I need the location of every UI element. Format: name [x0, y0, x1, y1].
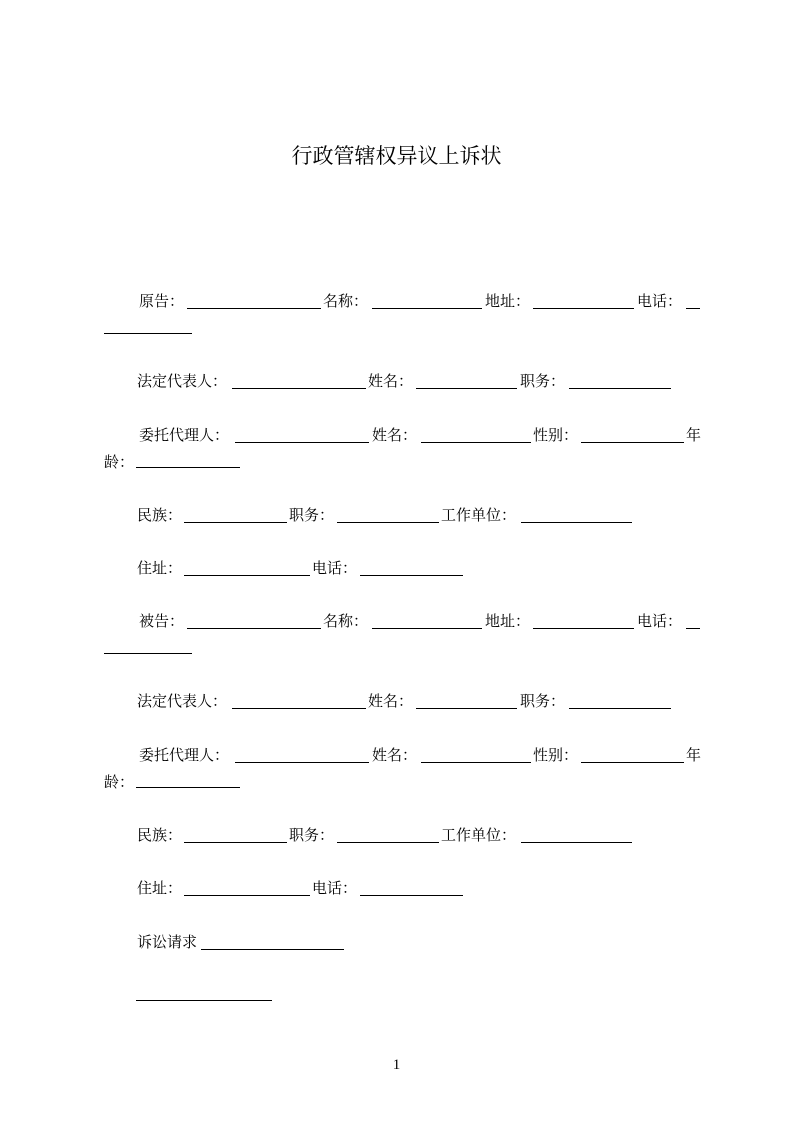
plaintiff-address-blank[interactable]: [533, 308, 634, 309]
defendant-label: 被告：: [139, 612, 185, 630]
plaintiff-agent-age-label-start: 年: [686, 426, 702, 444]
plaintiff-name-label: 名称：: [323, 292, 369, 310]
plaintiff-line: [0, 291, 793, 311]
defendant-address-label: 地址：: [485, 612, 531, 630]
plaintiff-ethnicity-line: [0, 505, 793, 525]
plaintiff-blank[interactable]: [187, 308, 321, 309]
defendant-legal-rep-name-blank[interactable]: [416, 708, 517, 709]
defendant-agent-label: 委托代理人：: [139, 746, 230, 764]
plaintiff-workplace-blank[interactable]: [521, 522, 632, 523]
defendant-agent-blank[interactable]: [235, 762, 369, 763]
defendant-name-label: 名称：: [323, 612, 369, 630]
plaintiff-legal-rep-line: [0, 371, 793, 391]
defendant-phone-label: 电话：: [637, 612, 683, 630]
defendant-legal-rep-position-blank[interactable]: [569, 708, 671, 709]
plaintiff-position-label: 职务：: [289, 506, 335, 524]
plaintiff-legal-rep-position-blank[interactable]: [569, 388, 671, 389]
plaintiff-residence-blank[interactable]: [184, 575, 310, 576]
defendant-residence-phone-blank[interactable]: [360, 895, 463, 896]
plaintiff-residence-line: [0, 558, 793, 578]
plaintiff-agent-gender-label: 性别：: [533, 426, 579, 444]
plaintiff-legal-rep-label: 法定代表人：: [137, 372, 228, 390]
plaintiff-legal-rep-name-blank[interactable]: [416, 388, 517, 389]
page-title: 行政管辖权异议上诉状: [291, 144, 502, 168]
plaintiff-label: 原告：: [139, 292, 185, 310]
claims-label: 诉讼请求: [137, 933, 198, 951]
defendant-agent-age-blank[interactable]: [136, 787, 240, 788]
defendant-position-label: 职务：: [289, 826, 335, 844]
plaintiff-agent-label: 委托代理人：: [139, 426, 230, 444]
defendant-legal-rep-name-label: 姓名：: [368, 692, 414, 710]
plaintiff-ethnicity-blank[interactable]: [184, 522, 287, 523]
defendant-phone-blank-start[interactable]: [686, 628, 700, 629]
defendant-agent-name-label: 姓名：: [372, 746, 418, 764]
defendant-legal-rep-line: [0, 691, 793, 711]
plaintiff-agent-age-blank[interactable]: [136, 467, 240, 468]
plaintiff-position-blank[interactable]: [337, 522, 439, 523]
plaintiff-legal-rep-name-label: 姓名：: [368, 372, 414, 390]
claims-line: [0, 932, 793, 952]
claims-blank-continued[interactable]: [136, 1000, 272, 1001]
plaintiff-residence-label: 住址：: [137, 559, 183, 577]
defendant-agent-age-label-end: 龄：: [104, 773, 135, 791]
defendant-agent-gender-blank[interactable]: [581, 762, 684, 763]
defendant-workplace-label: 工作单位：: [441, 826, 517, 844]
defendant-position-blank[interactable]: [337, 842, 439, 843]
claims-continuation-line: [0, 985, 793, 1005]
plaintiff-agent-line: [0, 425, 793, 445]
plaintiff-name-blank[interactable]: [372, 308, 482, 309]
defendant-workplace-blank[interactable]: [521, 842, 632, 843]
defendant-agent-age-line: [0, 772, 793, 792]
plaintiff-agent-blank[interactable]: [235, 442, 369, 443]
defendant-name-blank[interactable]: [372, 628, 482, 629]
plaintiff-workplace-label: 工作单位：: [441, 506, 517, 524]
plaintiff-address-label: 地址：: [485, 292, 531, 310]
plaintiff-phone-blank-end[interactable]: [104, 333, 192, 334]
plaintiff-phone-label: 电话：: [637, 292, 683, 310]
plaintiff-residence-phone-label: 电话：: [312, 559, 358, 577]
plaintiff-phone-continuation: [0, 318, 793, 338]
plaintiff-legal-rep-blank[interactable]: [232, 388, 366, 389]
defendant-agent-gender-label: 性别：: [533, 746, 579, 764]
defendant-line: [0, 611, 793, 631]
defendant-residence-line: [0, 878, 793, 898]
plaintiff-ethnicity-label: 民族：: [137, 506, 183, 524]
plaintiff-agent-age-line: [0, 452, 793, 472]
defendant-address-blank[interactable]: [533, 628, 634, 629]
defendant-phone-continuation: [0, 638, 793, 658]
page-number: 1: [392, 1057, 401, 1073]
defendant-agent-name-blank[interactable]: [421, 762, 531, 763]
plaintiff-agent-name-label: 姓名：: [372, 426, 418, 444]
defendant-ethnicity-blank[interactable]: [184, 842, 287, 843]
defendant-blank[interactable]: [187, 628, 321, 629]
claims-blank[interactable]: [201, 949, 344, 950]
plaintiff-legal-rep-position-label: 职务：: [520, 372, 566, 390]
defendant-legal-rep-position-label: 职务：: [520, 692, 566, 710]
defendant-legal-rep-blank[interactable]: [232, 708, 366, 709]
defendant-residence-label: 住址：: [137, 879, 183, 897]
plaintiff-agent-age-label-end: 龄：: [104, 453, 135, 471]
defendant-ethnicity-line: [0, 825, 793, 845]
plaintiff-agent-name-blank[interactable]: [421, 442, 531, 443]
plaintiff-phone-blank-start[interactable]: [686, 308, 700, 309]
plaintiff-agent-gender-blank[interactable]: [581, 442, 684, 443]
defendant-residence-phone-label: 电话：: [312, 879, 358, 897]
defendant-legal-rep-label: 法定代表人：: [137, 692, 228, 710]
plaintiff-residence-phone-blank[interactable]: [360, 575, 463, 576]
defendant-residence-blank[interactable]: [184, 895, 310, 896]
defendant-ethnicity-label: 民族：: [137, 826, 183, 844]
defendant-phone-blank-end[interactable]: [104, 653, 192, 654]
defendant-agent-line: [0, 745, 793, 765]
defendant-agent-age-label-start: 年: [686, 746, 702, 764]
